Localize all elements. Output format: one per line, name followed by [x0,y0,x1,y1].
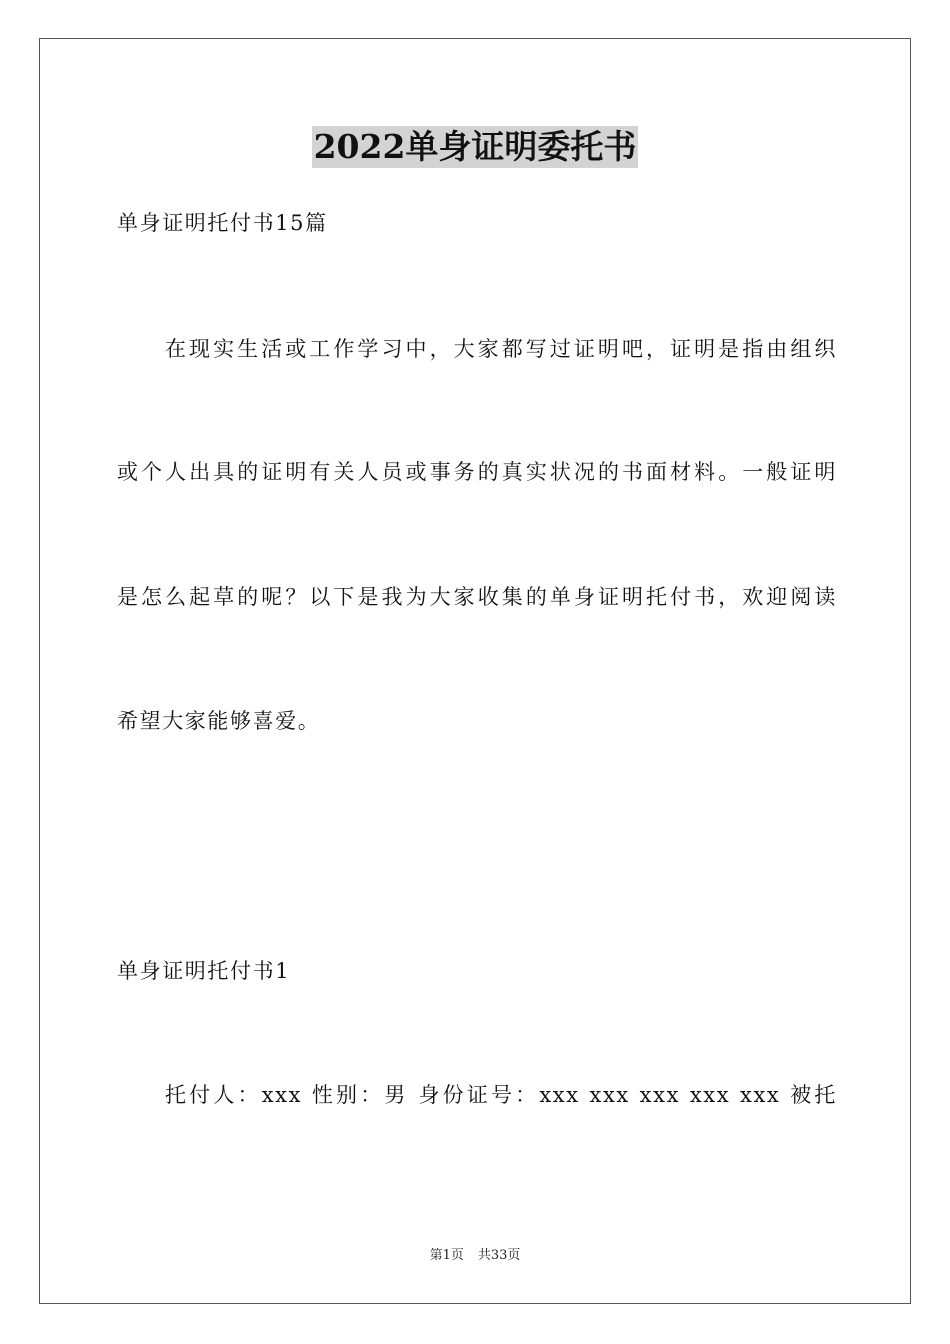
intro-paragraph-line: 希望大家能够喜爱。 [117,709,321,733]
section-paragraph-line: 托付人：xxx 性别：男 身份证号：xxx xxx xxx xxx xxx 被托 [165,1083,837,1107]
intro-paragraph-line: 在现实生活或工作学习中，大家都写过证明吧，证明是指由组织 [165,337,837,361]
page-footer [0,1246,950,1266]
page-total: 共33页 [477,1248,521,1263]
document-subtitle: 单身证明托付书15篇 [117,211,328,235]
intro-paragraph-line: 是怎么起草的呢？以下是我为大家收集的单身证明托付书，欢迎阅读 [117,585,837,609]
intro-paragraph-line: 或个人出具的证明有关人员或事务的真实状况的书面材料。一般证明 [117,460,837,484]
title-container [0,126,950,168]
document-title: 2022单身证明委托书 [313,127,637,166]
page-number: 第1页 [429,1248,464,1263]
section-heading: 单身证明托付书1 [117,959,291,983]
